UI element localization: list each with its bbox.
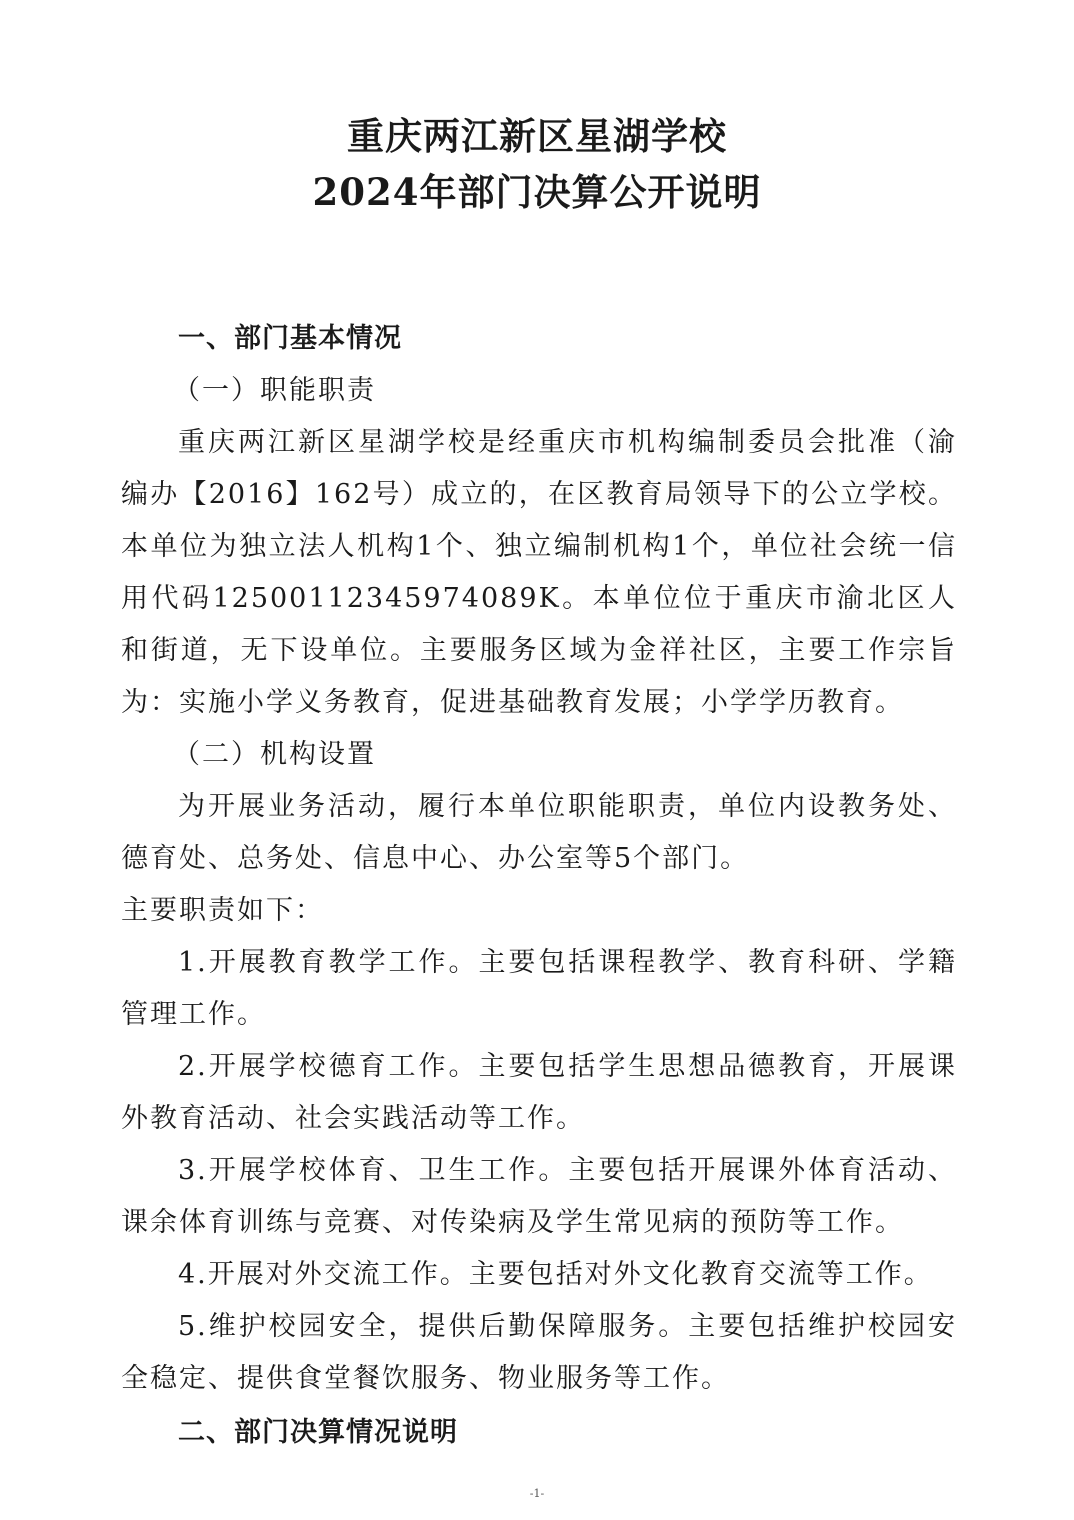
paragraph-organization: 为开展业务活动，履行本单位职能职责，单位内设教务处、德育处、总务处、信息中心、办公室等5个部门。	[121, 791, 957, 874]
document-body	[121, 313, 957, 1459]
page-number: -1-	[529, 1487, 545, 1500]
subsection-heading-organization: （二）机构设置	[173, 739, 376, 770]
title-line-2: 2024年部门决算公开说明	[312, 170, 762, 214]
section-heading-final-accounts: 二、部门决算情况说明	[178, 1417, 458, 1448]
duty-item-5: 5.维护校园安全，提供后勤保障服务。主要包括维护校园安全稳定、提供食堂餐饮服务、物业服务等工作。	[121, 1311, 957, 1394]
duty-item-4: 4.开展对外交流工作。主要包括对外文化教育交流等工作。	[178, 1259, 933, 1290]
duty-item-3: 3.开展学校体育、卫生工作。主要包括开展课外体育活动、课余体育训练与竞赛、对传染病及学生常见病的预防等工作。	[121, 1155, 957, 1238]
title-line-1: 重庆两江新区星湖学校	[347, 114, 727, 158]
duty-item-2: 2.开展学校德育工作。主要包括学生思想品德教育，开展课外教育活动、社会实践活动等工作。	[121, 1051, 957, 1134]
paragraph-duties: 重庆两江新区星湖学校是经重庆市机构编制委员会批准（渝编办【2016】162号）成立的，在区教育局领导下的公立学校。本单位为独立法人机构1个、独立编制机构1个，单位社会统一信用代码12500112345974089K。本单位位于重庆市渝北区人和街道，无下设单位。主要服务区域为金祥社区，主要工作宗旨为：实施小学义务教育，促进基础教育发展；小学学历教育。	[121, 427, 957, 718]
subsection-heading-duties: （一）职能职责	[173, 375, 376, 406]
section-heading-basic-info: 一、部门基本情况	[178, 323, 402, 354]
duties-intro: 主要职责如下：	[121, 895, 324, 926]
document-title	[0, 108, 1074, 220]
duty-item-1: 1.开展教育教学工作。主要包括课程教学、教育科研、学籍管理工作。	[121, 947, 957, 1030]
